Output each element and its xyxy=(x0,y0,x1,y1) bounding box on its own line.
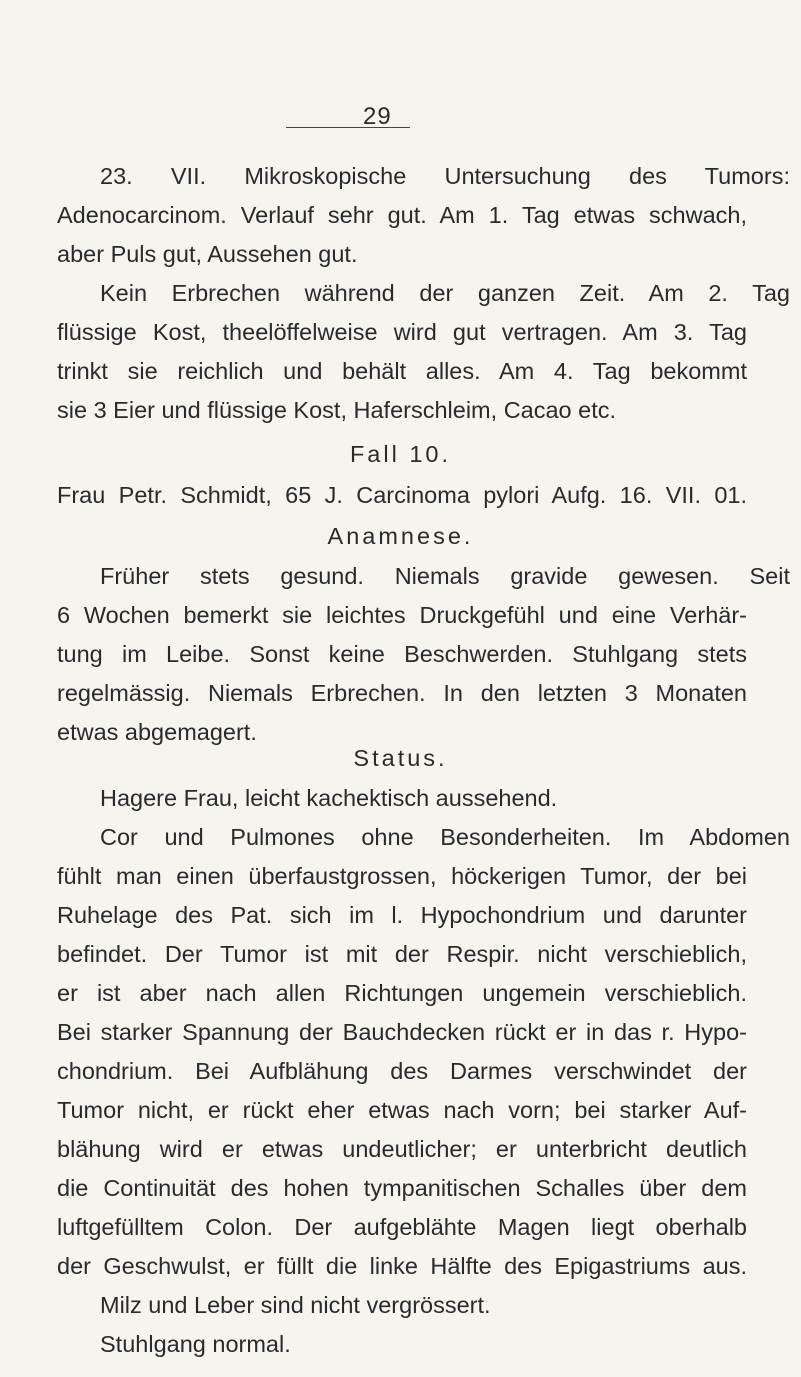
text-line: 6 Wochen bemerkt sie leichtes Druckgefühl und eine Verhär- xyxy=(57,602,747,628)
text-line: regelmässig. Niemals Erbrechen. In den letzten 3 Monaten xyxy=(57,680,747,706)
text-line: Kein Erbrechen während der ganzen Zeit. Am 2. Tag xyxy=(100,280,790,306)
text-line: luftgefülltem Colon. Der aufgeblähte Magen liegt oberhalb xyxy=(57,1214,747,1240)
text-line: Tumor nicht, er rückt eher etwas nach vorn; bei starker Auf- xyxy=(57,1097,747,1123)
text-line: die Continuität des hohen tympanitischen Schalles über dem xyxy=(57,1175,747,1201)
text-line: fühlt man einen überfaustgrossen, höckerigen Tumor, der bei xyxy=(57,863,747,889)
text-line: trinkt sie reichlich und behält alles. Am 4. Tag bekommt xyxy=(57,358,747,384)
page-number: 29 xyxy=(363,103,392,130)
text-line: Frau Petr. Schmidt, 65 J. Carcinoma pylori Aufg. 16. VII. 01. xyxy=(57,482,747,508)
text-line: flüssige Kost, theelöffelweise wird gut vertragen. Am 3. Tag xyxy=(57,319,747,345)
page-number-rule xyxy=(286,127,410,128)
text-line: Cor und Pulmones ohne Besonderheiten. Im Abdomen xyxy=(100,824,790,850)
text-line: Ruhelage des Pat. sich im l. Hypochondrium und darunter xyxy=(57,902,747,928)
text-line: der Geschwulst, er füllt die linke Hälfte des Epigastriums aus. xyxy=(57,1253,747,1279)
text-line: blähung wird er etwas undeutlicher; er unterbricht deutlich xyxy=(57,1136,747,1162)
text-line: chondrium. Bei Aufblähung des Darmes verschwindet der xyxy=(57,1058,747,1084)
text-line: aber Puls gut, Aussehen gut. xyxy=(57,241,358,267)
text-line: Früher stets gesund. Niemals gravide gewesen. Seit xyxy=(100,563,790,589)
text-line: befindet. Der Tumor ist mit der Respir. nicht verschieblich, xyxy=(57,941,747,967)
text-line: Milz und Leber sind nicht vergrössert. xyxy=(100,1292,491,1318)
text-line: etwas abgemagert. xyxy=(57,719,257,745)
section-heading: Fall 10. xyxy=(349,441,452,467)
text-line: Stuhlgang normal. xyxy=(100,1331,291,1357)
text-line: Adenocarcinom. Verlauf sehr gut. Am 1. Tag etwas schwach, xyxy=(57,202,747,228)
text-line: sie 3 Eier und flüssige Kost, Haferschleim, Cacao etc. xyxy=(57,397,617,423)
section-heading: Status. xyxy=(353,745,448,771)
section-heading: Anamnese. xyxy=(327,523,474,549)
text-line: Hagere Frau, leicht kachektisch aussehend. xyxy=(100,785,558,811)
text-line: Bei starker Spannung der Bauchdecken rückt er in das r. Hypo- xyxy=(57,1019,747,1045)
text-line: er ist aber nach allen Richtungen ungemein verschieblich. xyxy=(57,980,747,1006)
text-line: tung im Leibe. Sonst keine Beschwerden. Stuhlgang stets xyxy=(57,641,747,667)
text-line: 23. VII. Mikroskopische Untersuchung des Tumors: xyxy=(100,163,790,189)
